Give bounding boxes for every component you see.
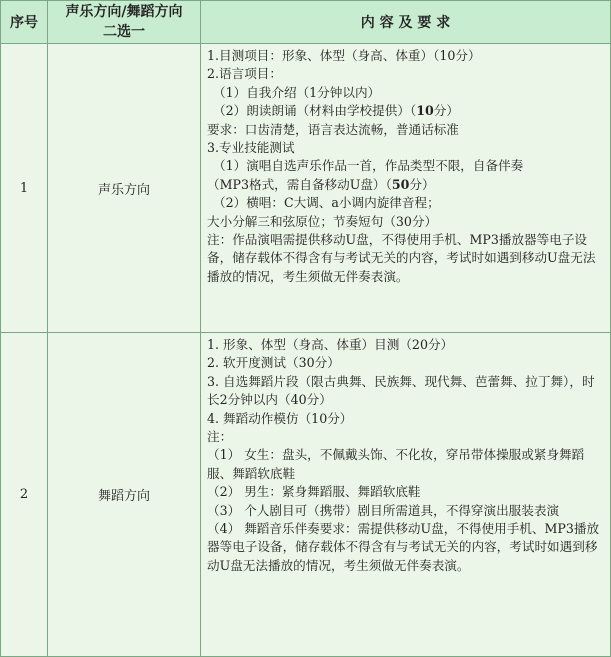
content-note: 注：作品演唱需提供移动U盘，不得使用手机、MP3播放器等电子设备，储存载体不得含有与考试无关的内容，考试时如遇到移动U盘无法播放的情况，考生须做无伴奏表演。: [207, 232, 596, 284]
content-line: 4. 舞蹈动作模仿（10分）: [207, 410, 353, 426]
content-line: （1）自我介绍（1分钟以内）: [213, 84, 381, 100]
row-content: [201, 333, 611, 657]
content-line: 要求：口齿清楚，语言表达流畅，普通话标准: [207, 121, 459, 137]
content-text: （MP3格式，需自备移动U盘）（: [207, 176, 392, 192]
content-line: （1）演唱自选声乐作品一首，作品类型不限，自备伴奏: [213, 158, 524, 174]
row-number: 1: [1, 44, 48, 333]
content-line: 大小分解三和弦原位；节奏短句（30分）: [207, 213, 438, 229]
header-direction: [48, 1, 201, 44]
content-line: 1. 形象、体型（身高、体重）目测（20分）: [207, 337, 454, 352]
content-line: （1） 女生：盘头，不佩戴头饰、不化妆，穿吊带体操服或紧身舞蹈服、舞蹈软底鞋: [207, 447, 585, 481]
content-line: （3） 个人剧目可（携带）剧目所需道具，不得穿演出服装表演: [207, 502, 560, 518]
row-direction: 舞蹈方向: [48, 333, 201, 657]
table-row: [1, 44, 611, 333]
content-line: 2. 软开度测试（30分）: [207, 355, 340, 371]
content-line: 3. 自选舞蹈片段（限古典舞、民族舞、现代舞、芭蕾舞、拉丁舞），时长2分钟以内（40分）: [207, 373, 595, 408]
table-header-row: [1, 1, 611, 44]
row-direction: 声乐方向: [48, 44, 201, 333]
table-row: [1, 333, 611, 657]
content-text: 分）: [433, 103, 459, 119]
content-line: （2） 男生：紧身舞蹈服、舞蹈软底鞋: [207, 484, 421, 500]
content-line: 3.专业技能测试: [207, 140, 295, 156]
score-bold: 50: [391, 176, 410, 192]
content-line: 1.目测项目：形象、体型（身高、体重）（10分）: [207, 48, 481, 63]
content-line: [207, 176, 606, 194]
content-line: （2）横唱：C大调、a小调内旋律音程；: [213, 195, 440, 211]
content-text: （2）朗读朗诵（材料由学校提供）（: [213, 103, 417, 119]
content-line: 注：: [207, 429, 233, 445]
header-content: 内 容 及 要 求: [201, 1, 611, 44]
score-bold: 10: [416, 103, 434, 119]
row-content: [201, 44, 611, 333]
content-line: 2.语言项目：: [207, 66, 282, 82]
row-number: 2: [1, 333, 48, 657]
header-direction-line2: 二选一: [103, 24, 145, 40]
content-line: [207, 102, 606, 120]
content-text: 分）: [409, 176, 435, 192]
content-note: （4） 舞蹈音乐伴奏要求：需提供移动U盘，不得使用手机、MP3播放器等电子设备，储存载体不得含有与考试无关的内容，考试时如遇到移动U盘无法播放的情况，考生须做无伴奏表演。: [207, 521, 600, 573]
header-number: 序号: [1, 1, 48, 44]
header-direction-line1: 声乐方向/舞蹈方向: [65, 4, 183, 20]
